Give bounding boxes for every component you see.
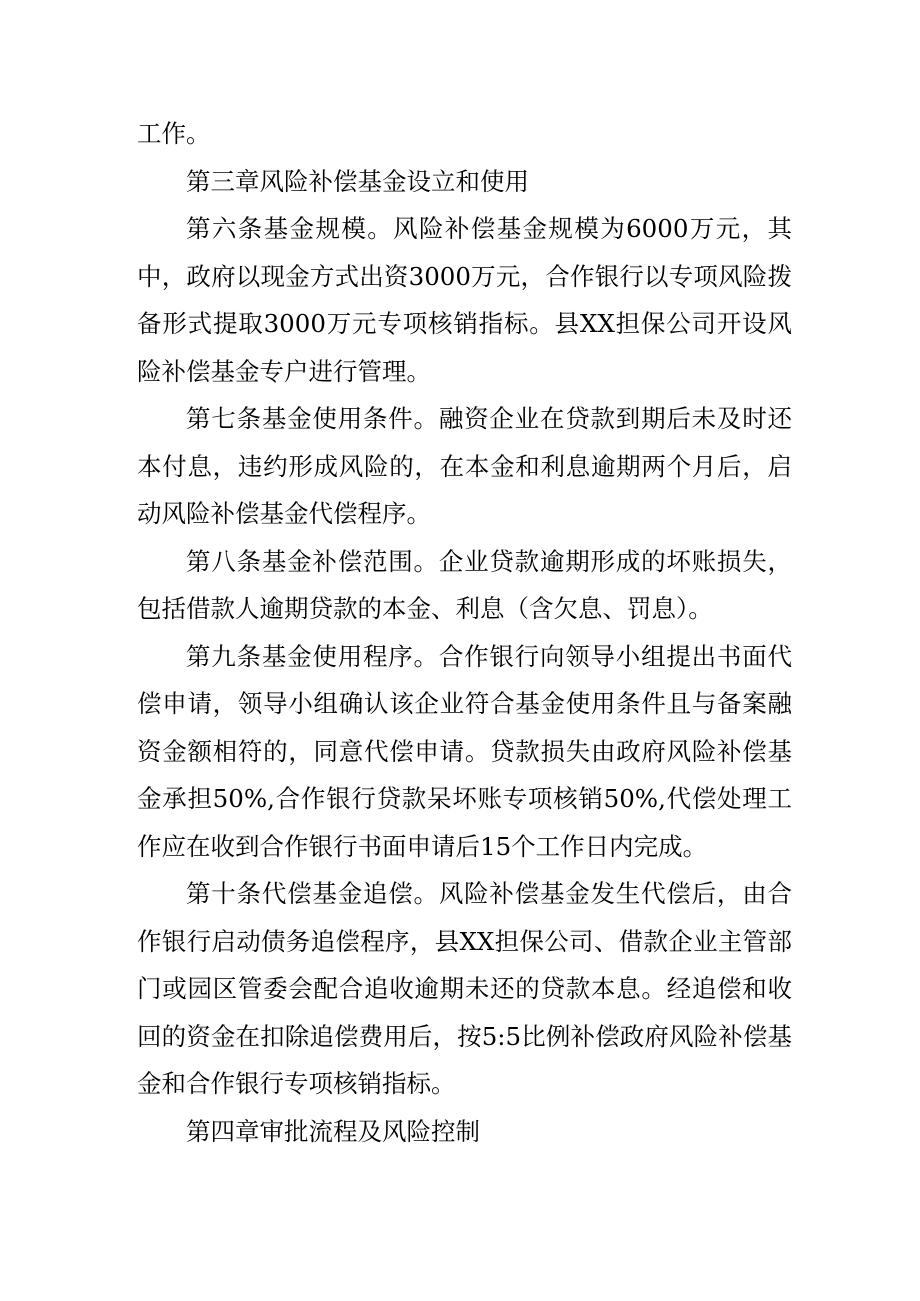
article-8-paragraph: 第八条基金补偿范围。企业贷款逾期形成的坏账损失，包括借款人逾期贷款的本金、利息（含欠息、罚息）。 — [137, 546, 792, 623]
paragraph-continuation: 工作。 — [137, 119, 211, 148]
article-9-paragraph: 第九条基金使用程序。合作银行向领导小组提出书面代偿申请，领导小组确认该企业符合基金使用条件且与备案融资金额相符的，同意代偿申请。贷款损失由政府风险补偿基金承担50%,合作银行贷款呆坏账专项核销50%,代偿处理工作应在收到合作银行书面申请后15个工作日内完成。 — [137, 641, 792, 861]
chapter-heading-3: 第三章风险补偿基金设立和使用 — [186, 166, 529, 196]
chapter-heading-4: 第四章审批流程及风险控制 — [186, 1116, 480, 1146]
article-10-paragraph: 第十条代偿基金追偿。风险补偿基金发生代偿后，由合作银行启动债务追偿程序，县XX担保公司、借款企业主管部门或园区管委会配合追收逾期未还的贷款本息。经追偿和收回的资金在扣除追偿费用后，按5:5比例补偿政府风险补偿基金和合作银行专项核销指标。 — [137, 879, 792, 1098]
article-7-paragraph: 第七条基金使用条件。融资企业在贷款到期后未及时还本付息，违约形成风险的，在本金和利息逾期两个月后，启动风险补偿基金代偿程序。 — [137, 404, 792, 528]
document-body — [137, 110, 792, 1155]
article-6-paragraph: 第六条基金规模。风险补偿基金规模为6000万元，其中，政府以现金方式出资3000万元，合作银行以专项风险拨备形式提取3000万元专项核销指标。县XX担保公司开设风险补偿基金专户进行管理。 — [137, 214, 792, 386]
